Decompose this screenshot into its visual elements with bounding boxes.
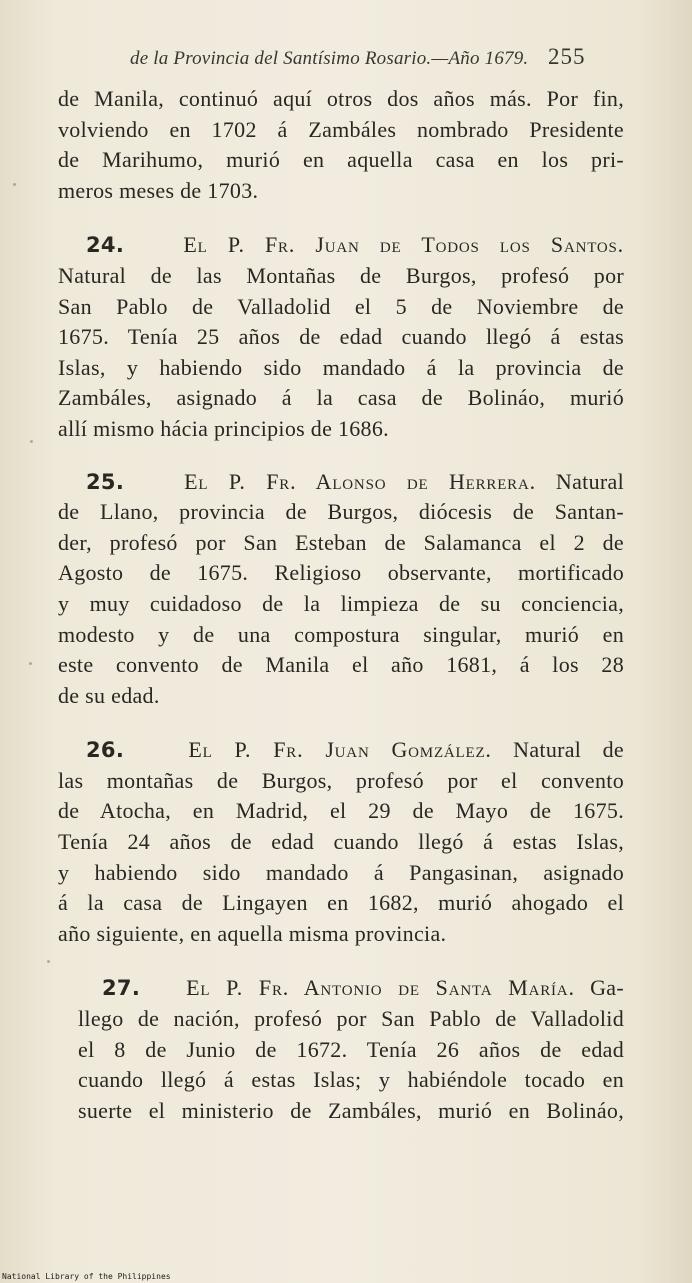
- text-line: año siguiente, en aquella misma provincia.: [58, 920, 447, 946]
- text-line: de Llano, provincia de Burgos, diócesis de Santan-: [58, 499, 624, 525]
- text-line: y muy cuidadoso de la limpieza de su conciencia,: [58, 590, 624, 616]
- entry-number: 25.: [86, 469, 125, 494]
- entry-heading-line: [58, 973, 624, 1004]
- entry-title: El P. Fr. Juan de Todos los Santos.: [183, 232, 624, 258]
- entry-number: 26.: [86, 738, 125, 763]
- text-line: Islas, y habiendo sido mandado á la provincia de: [58, 354, 624, 380]
- text-line: el 8 de Junio de 1672. Tenía 26 años de edad: [78, 1036, 624, 1062]
- paper-speck: [13, 183, 16, 186]
- entry-first-text: Natural: [555, 468, 624, 494]
- entry-number: 24.: [86, 233, 125, 258]
- paper-speck: [47, 960, 50, 963]
- entry-title: El P. Fr. Juan Gomzález.: [188, 737, 492, 763]
- text-line: y habiendo sido mandado á Pangasinan, asignado: [58, 859, 624, 885]
- intro-paragraph: [58, 84, 624, 206]
- text-line: Agosto de 1675. Religioso observante, mortificado: [58, 560, 624, 586]
- entry-number: 27.: [102, 976, 141, 1001]
- text-line: cuando llegó á estas Islas; y habiéndole tocado en: [78, 1067, 624, 1093]
- text-line: llego de nación, profesó por San Pablo de Valladolid: [78, 1006, 624, 1032]
- page-header: [0, 44, 692, 74]
- entry-27: [58, 973, 624, 1126]
- entry-heading-line: [58, 230, 624, 261]
- paper-speck: [29, 662, 32, 665]
- text-line: de Marihumo, murió en aquella casa en los pri-: [58, 147, 624, 173]
- text-line: San Pablo de Valladolid el 5 de Noviembre de: [58, 293, 624, 319]
- text-line: de su edad.: [58, 682, 160, 708]
- entry-first-text: Ga-: [590, 975, 624, 1001]
- body-text: [58, 84, 624, 1126]
- text-line: de Atocha, en Madrid, el 29 de Mayo de 1675.: [58, 798, 624, 824]
- entry-24: [58, 230, 624, 444]
- entry-heading-line: [58, 467, 624, 498]
- text-line: allí mismo hácia principios de 1686.: [58, 415, 389, 441]
- text-line: der, profesó por San Esteban de Salamanca el 2 de: [58, 529, 624, 555]
- library-credit: National Library of the Philippines: [2, 1272, 171, 1281]
- text-line: Natural de las Montañas de Burgos, profesó por: [58, 262, 624, 288]
- text-line: volviendo en 1702 á Zambáles nombrado Presidente: [58, 116, 624, 142]
- paper-speck: [30, 440, 33, 443]
- text-line: suerte el ministerio de Zambáles, murió en Bolináo,: [78, 1097, 624, 1123]
- text-line: modesto y de una compostura singular, murió en: [58, 621, 624, 647]
- text-line: Zambáles, asignado á la casa de Bolináo, murió: [58, 385, 624, 411]
- entry-26: [58, 735, 624, 949]
- text-line: de Manila, continuó aquí otros dos años más. Por fin,: [58, 86, 624, 111]
- text-line: las montañas de Burgos, profesó por el convento: [58, 767, 624, 793]
- page-number: 255: [548, 44, 586, 69]
- text-line: 1675. Tenía 25 años de edad cuando llegó á estas: [58, 324, 624, 350]
- text-line: este convento de Manila el año 1681, á los 28: [58, 652, 624, 678]
- entry-first-text: Natural de: [513, 737, 624, 763]
- entry-title: El P. Fr. Alonso de Herrera.: [184, 468, 536, 494]
- entry-25: [58, 467, 624, 712]
- entry-title: El P. Fr. Antonio de Santa María.: [186, 975, 575, 1001]
- text-line: Tenía 24 años de edad cuando llegó á estas Islas,: [58, 829, 624, 855]
- entry-heading-line: [58, 735, 624, 766]
- text-line: á la casa de Lingayen en 1682, murió ahogado el: [58, 890, 624, 916]
- running-head: de la Provincia del Santísimo Rosario.—Año 1679.: [130, 48, 529, 69]
- text-line: meros meses de 1703.: [58, 177, 259, 203]
